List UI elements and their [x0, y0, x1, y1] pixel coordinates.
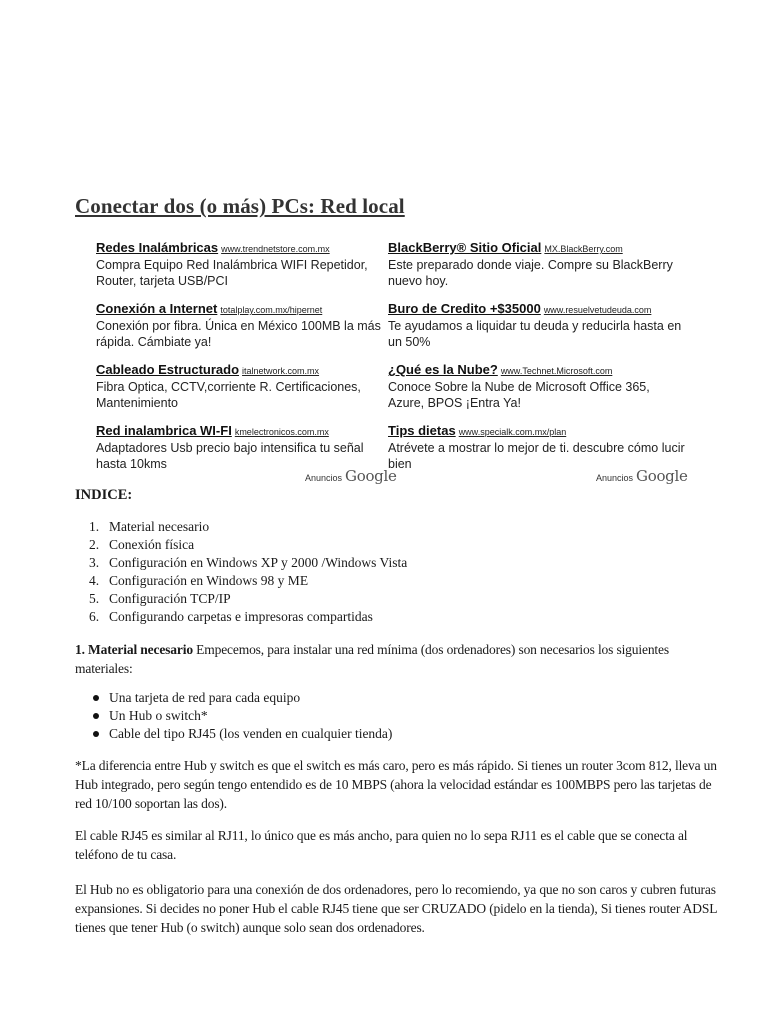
ad-url-link[interactable]: MX.BlackBerry.com: [544, 244, 623, 254]
indice-label: Conexión física: [109, 537, 195, 552]
ad-item: [388, 362, 688, 411]
ad-title-link[interactable]: Tips dietas: [388, 423, 456, 438]
ads-block: [96, 240, 696, 484]
google-logo: Google: [345, 467, 397, 485]
indice-number: 3.: [89, 555, 100, 570]
switch-note-paragraph: *La diferencia entre Hub y switch es que el switch es más caro, pero es más rápido. Si tienes un router 3com 812, lleva un Hub integrado, pero según tengo entendido es de 10 MBPS (ahora la velocidad estándar es 100MBPS pero las tarjetas de red 10/100 soportan las dos).: [75, 758, 717, 811]
indice-item: [75, 572, 407, 590]
ad-text: Conoce Sobre la Nube de Microsoft Office 365, Azure, BPOS ¡Entra Ya!: [388, 380, 650, 410]
ad-item: [96, 423, 388, 472]
section1-intro: [75, 640, 725, 678]
materials-item: Cable del tipo RJ45 (los venden en cualquier tienda): [75, 725, 392, 743]
page-title: Conectar dos (o más) PCs: Red local: [75, 194, 405, 218]
indice-number: 4.: [89, 573, 100, 588]
hub-paragraph: El Hub no es obligatorio para una conexión de dos ordenadores, pero lo recomiendo, ya que no son caros y cubren futuras expansiones. Si decides no poner Hub el cable RJ45 tiene que ser CRUZADO (pidelo en la tienda), Si tienes router ADSL tienes que tener Hub (o switch) aunque solo sean dos ordenadores.: [75, 882, 717, 935]
indice-label: Configuración en Windows XP y 2000 /Windows Vista: [109, 555, 408, 570]
ads-label: Anuncios: [596, 473, 634, 483]
materials-list: [75, 689, 392, 743]
ad-item: [96, 240, 388, 289]
ad-item: [388, 423, 688, 472]
ads-by-google-left[interactable]: [305, 467, 397, 485]
ad-url-link[interactable]: totalplay.com.mx/hipernet: [220, 305, 323, 315]
indice-label: Configuración en Windows 98 y ME: [109, 573, 309, 588]
ad-url-link[interactable]: www.resuelvetudeuda.com: [543, 305, 652, 315]
ad-item: [388, 301, 688, 350]
section1-heading: 1. Material necesario: [75, 642, 193, 657]
ad-item: [388, 240, 688, 289]
ad-title-link[interactable]: Redes Inalámbricas: [96, 240, 219, 255]
indice-item: [75, 536, 407, 554]
ad-text: Fibra Optica, CCTV,corriente R. Certificaciones, Mantenimiento: [96, 380, 361, 410]
ads-label: Anuncios: [305, 473, 343, 483]
indice-number: 5.: [89, 591, 100, 606]
ad-url-link[interactable]: www.specialk.com.mx/plan: [458, 427, 567, 437]
rj45-paragraph: El cable RJ45 es similar al RJ11, lo único que es más ancho, para quien no lo sepa RJ11 es el cable que se conecta al teléfono de tu casa.: [75, 828, 688, 862]
ad-item: [96, 362, 388, 411]
indice-item: [75, 518, 407, 536]
indice-label: Configurando carpetas e impresoras compartidas: [109, 609, 373, 624]
google-logo: Google: [636, 467, 688, 485]
indice-item: [75, 554, 407, 572]
indice-item: [75, 608, 407, 626]
indice-label: Configuración TCP/IP: [109, 591, 231, 606]
ad-text: Compra Equipo Red Inalámbrica WIFI Repetidor, Router, tarjeta USB/PCI: [96, 258, 368, 288]
ad-text: Adaptadores Usb precio bajo intensifica tu señal hasta 10kms: [96, 441, 364, 471]
materials-item: Una tarjeta de red para cada equipo: [75, 689, 392, 707]
indice-heading: INDICE:: [75, 487, 133, 503]
indice-label: Material necesario: [109, 519, 210, 534]
ad-text: Este preparado donde viaje. Compre su BlackBerry nuevo hoy.: [388, 258, 673, 288]
indice-number: 6.: [89, 609, 100, 624]
indice-number: 1.: [89, 519, 100, 534]
ad-text: Conexión por fibra. Única en México 100MB la más rápida. Cámbiate ya!: [96, 319, 381, 349]
ad-title-link[interactable]: ¿Qué es la Nube?: [388, 362, 498, 377]
ad-text: Te ayudamos a liquidar tu deuda y reducirla hasta en un 50%: [388, 319, 682, 349]
ad-url-link[interactable]: www.Technet.Microsoft.com: [500, 366, 613, 376]
ad-title-link[interactable]: Buro de Credito +$35000: [388, 301, 541, 316]
ad-title-link[interactable]: BlackBerry® Sitio Oficial: [388, 240, 542, 255]
ad-url-link[interactable]: www.trendnetstore.com.mx: [221, 244, 330, 254]
ad-title-link[interactable]: Conexión a Internet: [96, 301, 218, 316]
indice-number: 2.: [89, 537, 100, 552]
indice-list: [75, 518, 407, 626]
ad-title-link[interactable]: Red inalambrica WI-FI: [96, 423, 232, 438]
ad-title-link[interactable]: Cableado Estructurado: [96, 362, 240, 377]
ads-by-google-right[interactable]: [596, 467, 688, 485]
ad-item: [96, 301, 388, 350]
ad-url-link[interactable]: italnetwork.com.mx: [242, 366, 320, 376]
indice-item: [75, 590, 407, 608]
ad-text: Atrévete a mostrar lo mejor de ti. descubre cómo lucir bien: [388, 441, 685, 471]
ad-url-link[interactable]: kmelectronicos.com.mx: [234, 427, 329, 437]
materials-item: Un Hub o switch*: [75, 707, 392, 725]
section1-intro-text: Empecemos, para instalar una red mínima (dos ordenadores) son necesarios los siguientes materiales:: [75, 642, 669, 676]
